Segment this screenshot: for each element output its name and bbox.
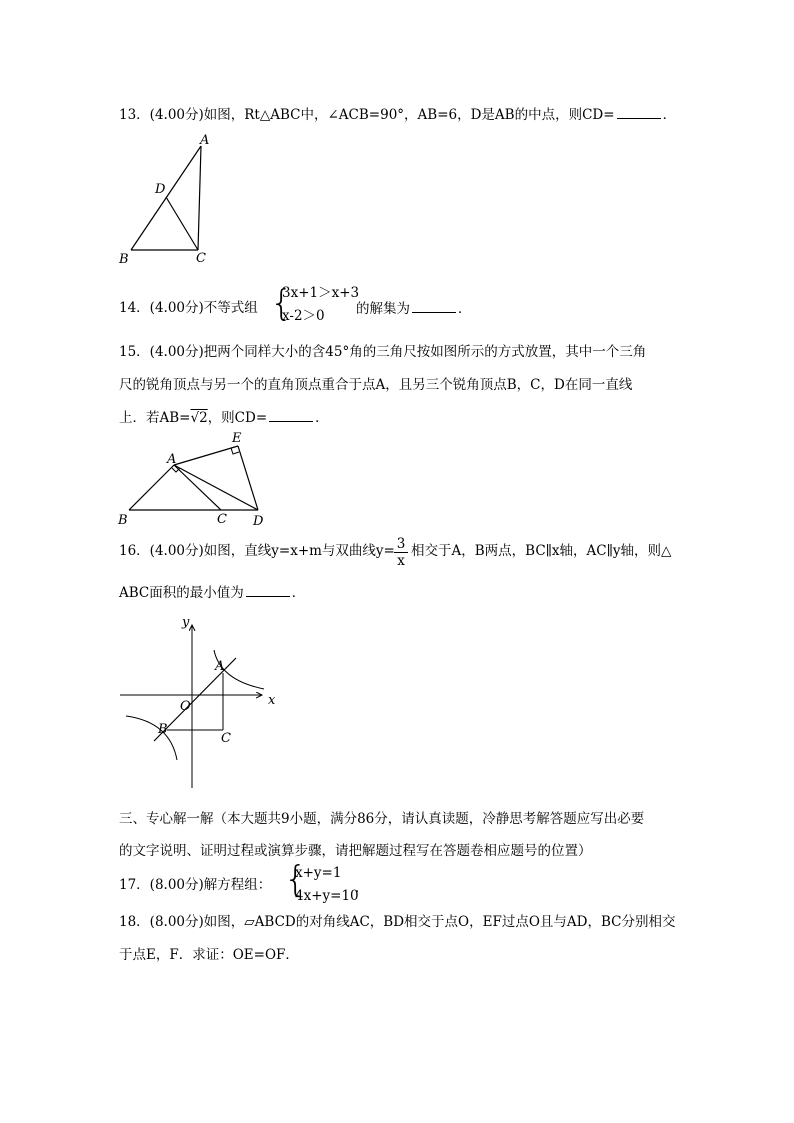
q15-label-d: D — [253, 514, 264, 529]
q16-frac-num: 3 — [394, 536, 408, 553]
q13-label-d: D — [155, 182, 166, 197]
q18-line1: 18．(8.00分)如图，▱ABCD的对角线AC，BD相交于点O，EF过点O且与AD，BC分别相交 — [119, 914, 676, 930]
q14-ineq2: x-2＞0 — [282, 308, 325, 324]
q15-cd: ，则CD= — [207, 410, 268, 426]
q16-label-x: x — [268, 693, 276, 708]
q17-period: ． — [355, 880, 369, 896]
section3-line2: 的文字说明、证明过程或演算步骤，请把解题过程写在答题卷相应题号的位置） — [119, 843, 592, 859]
q18-line2: 于点E，F．求证：OE=OF． — [119, 947, 299, 963]
q15-label-b: B — [118, 513, 128, 528]
q16-label-o: O — [180, 699, 191, 714]
q16-line1-post: 相交于A，B两点，BC∥x轴，AC∥y轴，则△ — [411, 543, 672, 559]
q15-ab: 上．若AB= — [119, 410, 191, 426]
q16-label-c: C — [221, 731, 231, 746]
q16-label-y: y — [182, 615, 190, 630]
q16-question: ABC面积的最小值为 — [119, 585, 244, 601]
q15-line1: 15．(4.00分)把两个同样大小的含45°角的三角尺按如图所示的方式放置，其中一个三角 — [119, 344, 647, 360]
q17-eq1: x+y=1 — [295, 865, 342, 881]
q16-period: ． — [291, 585, 306, 601]
q16-label-b: B — [158, 722, 168, 737]
q13-label-c: C — [196, 251, 206, 266]
q15-sqrt: √2 — [190, 410, 208, 426]
q17-eq2: 4x+y=10 — [295, 888, 359, 904]
q16-label-a: A — [215, 659, 225, 674]
q15-label-c: C — [217, 512, 227, 527]
section3-line1: 三、专心解一解（本大题共9小题，满分86分，请认真读题，冷静思考解答题应写出必要 — [119, 811, 645, 827]
q16-frac-den: x — [397, 553, 405, 569]
q15-label-e: E — [232, 431, 242, 446]
q15-line2: 尺的锐角顶点与另一个的直角顶点重合于点A，且另三个锐角顶点B，C，D在同一直线 — [119, 377, 633, 393]
q13-question: 13．(4.00分)如图，Rt△ABC中，∠ACB=90°，AB=6，D是AB的中点，则CD= — [119, 107, 615, 123]
q16-line1-pre: 16．(4.00分)如图，直线y=x+m与双曲线y= — [119, 543, 395, 559]
q13-label-a: A — [200, 133, 210, 148]
q14-prefix: 14．(4.00分)不等式组 — [119, 300, 258, 316]
q14-period: ． — [458, 301, 472, 317]
q14-ineq1: 3x+1＞x+3 — [282, 285, 360, 301]
q14-brace: { — [270, 283, 293, 324]
q15-period: ． — [315, 410, 329, 426]
q13-period: ． — [662, 107, 677, 123]
q13-label-b: B — [119, 252, 129, 267]
q15-label-a: A — [167, 452, 177, 467]
q17-brace: { — [284, 859, 307, 900]
q14-suffix: 的解集为 — [356, 301, 410, 317]
q17-prefix: 17．(8.00分)解方程组： — [119, 877, 272, 893]
